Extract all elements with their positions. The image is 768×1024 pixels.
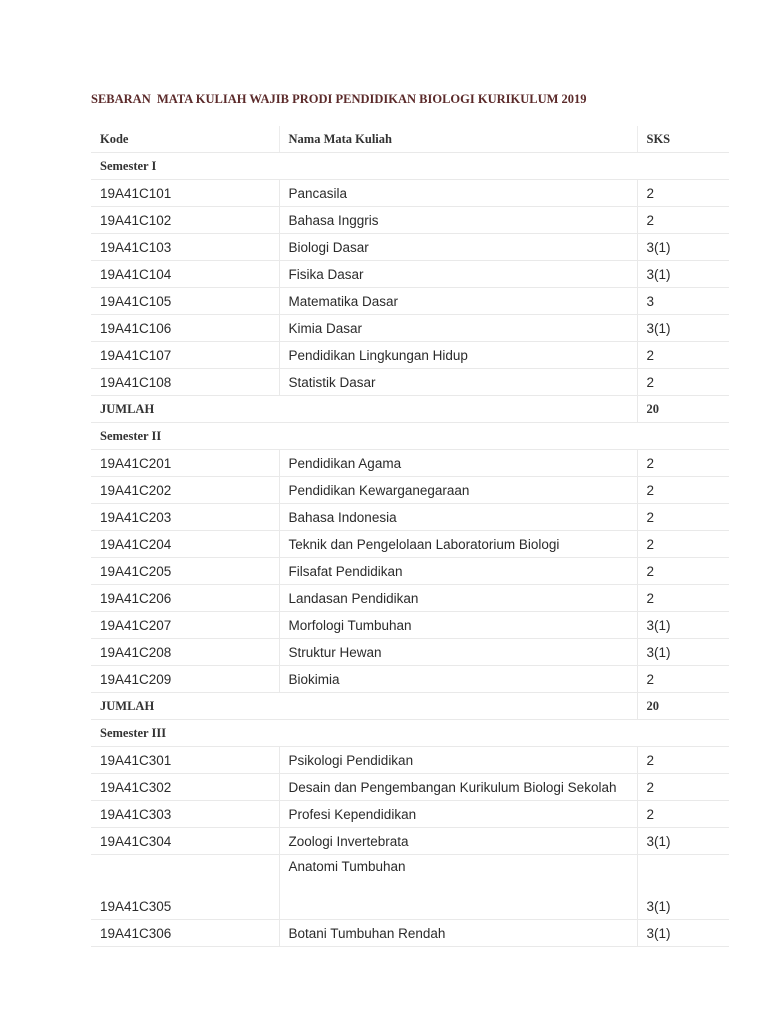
course-row bbox=[91, 639, 729, 666]
total-row bbox=[91, 693, 729, 720]
course-row bbox=[91, 261, 729, 288]
semester-label: Semester II bbox=[91, 423, 729, 450]
course-name: Profesi Kependidikan bbox=[279, 801, 637, 828]
course-credits: 2 bbox=[637, 207, 729, 234]
course-row bbox=[91, 585, 729, 612]
course-row bbox=[91, 747, 729, 774]
course-code: 19A41C201 bbox=[91, 450, 279, 477]
course-credits: 3(1) bbox=[637, 639, 729, 666]
course-credits: 3(1) bbox=[637, 612, 729, 639]
course-name: Botani Tumbuhan Rendah bbox=[279, 920, 637, 947]
course-code: 19A41C207 bbox=[91, 612, 279, 639]
course-row bbox=[91, 920, 729, 947]
course-credits: 2 bbox=[637, 801, 729, 828]
course-code: 19A41C103 bbox=[91, 234, 279, 261]
course-name: Pancasila bbox=[279, 180, 637, 207]
course-row bbox=[91, 531, 729, 558]
course-row bbox=[91, 504, 729, 531]
course-name: Biokimia bbox=[279, 666, 637, 693]
course-code: 19A41C203 bbox=[91, 504, 279, 531]
course-code: 19A41C101 bbox=[91, 180, 279, 207]
course-name: Pendidikan Lingkungan Hidup bbox=[279, 342, 637, 369]
course-code: 19A41C305 bbox=[91, 855, 279, 920]
course-row bbox=[91, 558, 729, 585]
course-name: Kimia Dasar bbox=[279, 315, 637, 342]
course-name: Desain dan Pengembangan Kurikulum Biologi Sekolah bbox=[279, 774, 637, 801]
course-row bbox=[91, 288, 729, 315]
course-name: Pendidikan Kewarganegaraan bbox=[279, 477, 637, 504]
course-name: Anatomi Tumbuhan bbox=[279, 855, 637, 920]
course-name: Pendidikan Agama bbox=[279, 450, 637, 477]
course-name: Struktur Hewan bbox=[279, 639, 637, 666]
course-name: Filsafat Pendidikan bbox=[279, 558, 637, 585]
semester-row bbox=[91, 720, 729, 747]
header-sks: SKS bbox=[637, 126, 729, 153]
document-title: SEBARAN MATA KULIAH WAJIB PRODI PENDIDIKAN BIOLOGI KURIKULUM 2019 bbox=[91, 92, 587, 106]
total-label: JUMLAH bbox=[91, 693, 637, 720]
course-row bbox=[91, 801, 729, 828]
total-value: 20 bbox=[637, 396, 729, 423]
course-code: 19A41C302 bbox=[91, 774, 279, 801]
course-code: 19A41C208 bbox=[91, 639, 279, 666]
course-credits: 2 bbox=[637, 558, 729, 585]
course-code: 19A41C304 bbox=[91, 828, 279, 855]
course-credits: 3(1) bbox=[637, 234, 729, 261]
header-nama: Nama Mata Kuliah bbox=[279, 126, 637, 153]
course-table bbox=[91, 126, 729, 947]
course-table-body bbox=[91, 126, 729, 947]
total-label: JUMLAH bbox=[91, 396, 637, 423]
course-name: Bahasa Indonesia bbox=[279, 504, 637, 531]
course-credits: 3(1) bbox=[637, 261, 729, 288]
course-code: 19A41C106 bbox=[91, 315, 279, 342]
header-kode: Kode bbox=[91, 126, 279, 153]
course-code: 19A41C209 bbox=[91, 666, 279, 693]
course-row bbox=[91, 666, 729, 693]
course-name: Landasan Pendidikan bbox=[279, 585, 637, 612]
course-row bbox=[91, 774, 729, 801]
course-credits: 2 bbox=[637, 585, 729, 612]
course-row bbox=[91, 180, 729, 207]
semester-row bbox=[91, 153, 729, 180]
semester-label: Semester I bbox=[91, 153, 729, 180]
course-name: Statistik Dasar bbox=[279, 369, 637, 396]
course-code: 19A41C303 bbox=[91, 801, 279, 828]
semester-row bbox=[91, 423, 729, 450]
course-row bbox=[91, 342, 729, 369]
course-name: Fisika Dasar bbox=[279, 261, 637, 288]
course-row bbox=[91, 450, 729, 477]
course-credits: 2 bbox=[637, 774, 729, 801]
course-credits: 3 bbox=[637, 288, 729, 315]
course-row bbox=[91, 612, 729, 639]
course-row bbox=[91, 369, 729, 396]
course-row bbox=[91, 207, 729, 234]
course-credits: 3(1) bbox=[637, 828, 729, 855]
course-code: 19A41C105 bbox=[91, 288, 279, 315]
table-header-row bbox=[91, 126, 729, 153]
course-credits: 2 bbox=[637, 450, 729, 477]
course-row bbox=[91, 828, 729, 855]
course-code: 19A41C205 bbox=[91, 558, 279, 585]
course-code: 19A41C107 bbox=[91, 342, 279, 369]
course-credits: 3(1) bbox=[637, 920, 729, 947]
total-value: 20 bbox=[637, 693, 729, 720]
course-name: Zoologi Invertebrata bbox=[279, 828, 637, 855]
course-credits: 2 bbox=[637, 342, 729, 369]
course-code: 19A41C206 bbox=[91, 585, 279, 612]
course-row bbox=[91, 234, 729, 261]
course-code: 19A41C104 bbox=[91, 261, 279, 288]
course-row bbox=[91, 477, 729, 504]
course-credits: 2 bbox=[637, 504, 729, 531]
course-name: Biologi Dasar bbox=[279, 234, 637, 261]
course-code: 19A41C102 bbox=[91, 207, 279, 234]
course-row bbox=[91, 855, 729, 920]
course-name: Matematika Dasar bbox=[279, 288, 637, 315]
course-credits: 3(1) bbox=[637, 315, 729, 342]
course-code: 19A41C306 bbox=[91, 920, 279, 947]
course-credits: 2 bbox=[637, 180, 729, 207]
course-credits: 2 bbox=[637, 369, 729, 396]
total-row bbox=[91, 396, 729, 423]
course-credits: 2 bbox=[637, 747, 729, 774]
course-name: Bahasa Inggris bbox=[279, 207, 637, 234]
course-code: 19A41C301 bbox=[91, 747, 279, 774]
course-row bbox=[91, 315, 729, 342]
course-code: 19A41C204 bbox=[91, 531, 279, 558]
course-credits: 2 bbox=[637, 477, 729, 504]
course-credits: 3(1) bbox=[637, 855, 729, 920]
course-code: 19A41C202 bbox=[91, 477, 279, 504]
course-name: Teknik dan Pengelolaan Laboratorium Biologi bbox=[279, 531, 637, 558]
course-credits: 2 bbox=[637, 666, 729, 693]
course-credits: 2 bbox=[637, 531, 729, 558]
course-name: Psikologi Pendidikan bbox=[279, 747, 637, 774]
semester-label: Semester III bbox=[91, 720, 729, 747]
course-name: Morfologi Tumbuhan bbox=[279, 612, 637, 639]
course-code: 19A41C108 bbox=[91, 369, 279, 396]
